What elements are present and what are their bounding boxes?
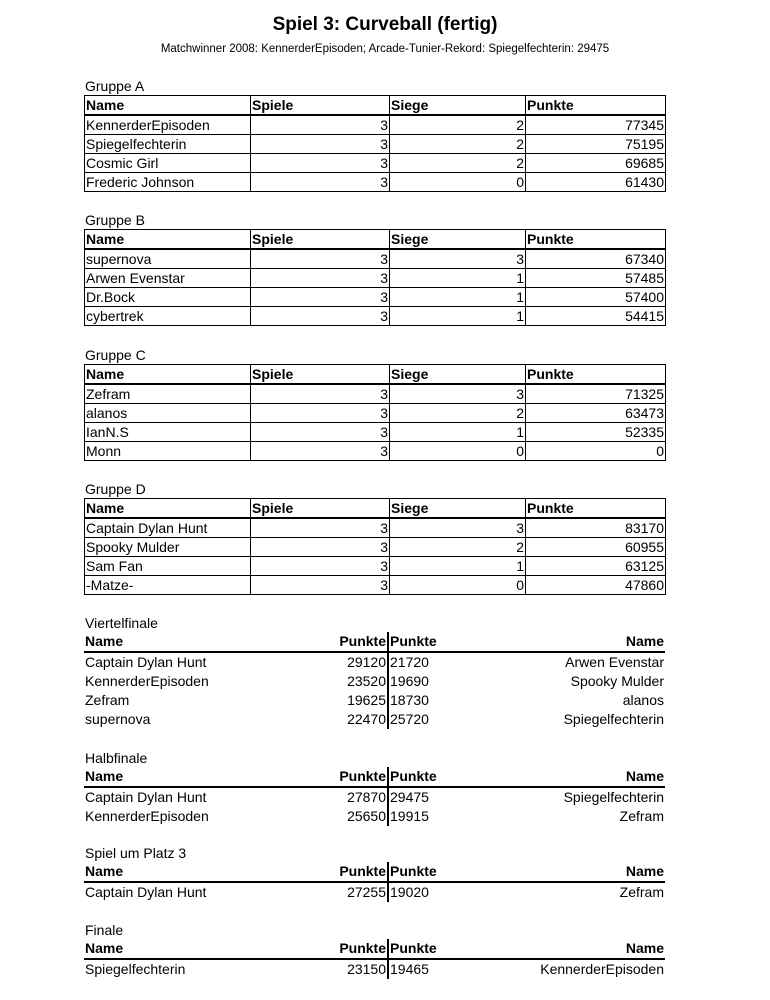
knockout-section xyxy=(84,615,665,729)
table-row xyxy=(85,115,666,135)
player-name: Arwen Evenstar xyxy=(85,269,251,288)
header-name-right: Name xyxy=(518,939,665,959)
points-left: 25650 xyxy=(234,807,388,826)
points: 63473 xyxy=(526,404,666,423)
player-left: Spiegelfechterin xyxy=(85,961,186,977)
points-right: 19020 xyxy=(390,884,429,900)
header-punkte-right: Punkte xyxy=(388,632,518,652)
games-played: 3 xyxy=(251,249,390,269)
points-left: 23520 xyxy=(234,672,388,691)
points-right: 19465 xyxy=(390,961,429,977)
header-punkte: Punkte xyxy=(526,230,666,250)
header-punkte-left: Punkte xyxy=(234,939,388,959)
player-name: Dr.Bock xyxy=(85,288,251,307)
header-spiele: Spiele xyxy=(251,230,390,250)
player-name: -Matze- xyxy=(85,576,251,595)
table-header-row xyxy=(85,499,666,519)
points: 77345 xyxy=(526,115,666,135)
player-name: Cosmic Girl xyxy=(85,154,251,173)
player-name: alanos xyxy=(85,404,251,423)
header-siege: Siege xyxy=(390,365,526,385)
player-right: Zefram xyxy=(619,808,664,824)
player-right: Spiegelfechterin xyxy=(563,789,664,805)
player-right: alanos xyxy=(622,692,664,708)
player-left: KennerderEpisoden xyxy=(85,808,209,824)
group-table xyxy=(84,498,666,595)
games-played: 3 xyxy=(251,154,390,173)
points: 83170 xyxy=(526,518,666,538)
match-row xyxy=(84,807,665,826)
group-label: Gruppe A xyxy=(85,78,145,94)
knockout-section xyxy=(84,922,665,979)
points: 67340 xyxy=(526,249,666,269)
match-row xyxy=(84,787,665,807)
wins: 3 xyxy=(390,249,526,269)
table-row xyxy=(85,307,666,326)
points: 75195 xyxy=(526,135,666,154)
header-name-right: Name xyxy=(518,862,665,882)
header-name-left: Name xyxy=(84,862,234,882)
table-header-row xyxy=(84,767,665,787)
match-row xyxy=(84,691,665,710)
header-spiele: Spiele xyxy=(251,96,390,116)
group-label: Gruppe C xyxy=(85,347,146,363)
wins: 3 xyxy=(390,384,526,404)
page-subtitle: Matchwinner 2008: KennerderEpisoden; Arcade-Tunier-Rekord: Spiegelfechterin: 29475 xyxy=(160,43,610,55)
page-title: Spiel 3: Curveball (fertig) xyxy=(272,14,498,35)
match-row xyxy=(84,672,665,691)
games-played: 3 xyxy=(251,115,390,135)
points-right: 18730 xyxy=(390,692,429,708)
table-row xyxy=(85,288,666,307)
points-right: 19690 xyxy=(390,673,429,689)
wins: 0 xyxy=(390,173,526,192)
player-left: Zefram xyxy=(85,692,130,708)
table-header-row xyxy=(85,96,666,116)
player-name: Captain Dylan Hunt xyxy=(85,518,251,538)
header-punkte: Punkte xyxy=(526,499,666,519)
table-row xyxy=(85,154,666,173)
header-punkte-right: Punkte xyxy=(388,767,518,787)
table-header-row xyxy=(85,230,666,250)
header-name-left: Name xyxy=(84,767,234,787)
knockout-section xyxy=(84,750,665,826)
player-right: Spiegelfechterin xyxy=(563,711,664,727)
group-section xyxy=(84,212,665,326)
table-header-row xyxy=(84,862,665,882)
wins: 1 xyxy=(390,307,526,326)
header-spiele: Spiele xyxy=(251,499,390,519)
table-row xyxy=(85,423,666,442)
header-punkte-right: Punkte xyxy=(388,862,518,882)
header-name: Name xyxy=(85,230,251,250)
player-name: KennerderEpisoden xyxy=(85,115,251,135)
header-name-left: Name xyxy=(84,939,234,959)
header-name-right: Name xyxy=(518,767,665,787)
table-row xyxy=(85,442,666,461)
player-left: Captain Dylan Hunt xyxy=(85,884,207,900)
header-name: Name xyxy=(85,499,251,519)
table-row xyxy=(85,135,666,154)
points: 54415 xyxy=(526,307,666,326)
points: 60955 xyxy=(526,538,666,557)
group-label: Gruppe D xyxy=(85,481,146,497)
games-played: 3 xyxy=(251,576,390,595)
player-name: Spooky Mulder xyxy=(85,538,251,557)
wins: 2 xyxy=(390,135,526,154)
player-left: supernova xyxy=(85,711,151,727)
table-row xyxy=(85,557,666,576)
wins: 2 xyxy=(390,115,526,135)
player-name: cybertrek xyxy=(85,307,251,326)
points: 47860 xyxy=(526,576,666,595)
wins: 3 xyxy=(390,518,526,538)
knockout-table xyxy=(84,632,665,729)
points-left: 29120 xyxy=(234,652,388,672)
player-left: Captain Dylan Hunt xyxy=(85,654,207,670)
games-played: 3 xyxy=(251,288,390,307)
games-played: 3 xyxy=(251,173,390,192)
round-label: Finale xyxy=(85,922,124,938)
table-row xyxy=(85,518,666,538)
games-played: 3 xyxy=(251,442,390,461)
header-spiele: Spiele xyxy=(251,365,390,385)
header-siege: Siege xyxy=(390,96,526,116)
player-name: Frederic Johnson xyxy=(85,173,251,192)
header-siege: Siege xyxy=(390,499,526,519)
knockout-table xyxy=(84,862,665,902)
points: 57400 xyxy=(526,288,666,307)
group-table xyxy=(84,364,666,461)
games-played: 3 xyxy=(251,518,390,538)
points-right: 19915 xyxy=(390,808,429,824)
table-row xyxy=(85,404,666,423)
wins: 1 xyxy=(390,269,526,288)
wins: 0 xyxy=(390,442,526,461)
points: 0 xyxy=(526,442,666,461)
table-row xyxy=(85,538,666,557)
points: 63125 xyxy=(526,557,666,576)
table-header-row xyxy=(84,939,665,959)
header-siege: Siege xyxy=(390,230,526,250)
wins: 0 xyxy=(390,576,526,595)
header-punkte-right: Punkte xyxy=(388,939,518,959)
points-left: 27255 xyxy=(234,882,388,902)
points: 69685 xyxy=(526,154,666,173)
round-label: Viertelfinale xyxy=(85,615,158,631)
games-played: 3 xyxy=(251,135,390,154)
knockout-table xyxy=(84,767,665,826)
points: 57485 xyxy=(526,269,666,288)
match-row xyxy=(84,710,665,729)
table-row xyxy=(85,576,666,595)
group-section xyxy=(84,481,665,595)
header-punkte: Punkte xyxy=(526,96,666,116)
round-label: Spiel um Platz 3 xyxy=(85,845,187,861)
header-punkte-left: Punkte xyxy=(234,632,388,652)
points-left: 22470 xyxy=(234,710,388,729)
player-right: Zefram xyxy=(619,884,664,900)
wins: 1 xyxy=(390,423,526,442)
group-label: Gruppe B xyxy=(85,212,145,228)
wins: 2 xyxy=(390,404,526,423)
match-row xyxy=(84,959,665,979)
knockout-section xyxy=(84,845,665,902)
wins: 1 xyxy=(390,288,526,307)
table-row xyxy=(85,269,666,288)
points-left: 23150 xyxy=(234,959,388,979)
group-section xyxy=(84,78,665,192)
group-table xyxy=(84,229,666,326)
wins: 2 xyxy=(390,154,526,173)
wins: 2 xyxy=(390,538,526,557)
match-row xyxy=(84,652,665,672)
player-left: Captain Dylan Hunt xyxy=(85,789,207,805)
games-played: 3 xyxy=(251,557,390,576)
player-right: Spooky Mulder xyxy=(570,673,664,689)
player-name: Spiegelfechterin xyxy=(85,135,251,154)
games-played: 3 xyxy=(251,423,390,442)
round-label: Halbfinale xyxy=(85,750,148,766)
player-right: Arwen Evenstar xyxy=(565,654,664,670)
games-played: 3 xyxy=(251,384,390,404)
points-left: 27870 xyxy=(234,787,388,807)
player-right: KennerderEpisoden xyxy=(540,961,664,977)
player-name: Zefram xyxy=(85,384,251,404)
header-punkte: Punkte xyxy=(526,365,666,385)
points-right: 21720 xyxy=(390,654,429,670)
table-header-row xyxy=(84,632,665,652)
points-right: 25720 xyxy=(390,711,429,727)
games-played: 3 xyxy=(251,269,390,288)
header-name: Name xyxy=(85,96,251,116)
games-played: 3 xyxy=(251,538,390,557)
wins: 1 xyxy=(390,557,526,576)
group-table xyxy=(84,95,666,192)
table-header-row xyxy=(85,365,666,385)
points-left: 19625 xyxy=(234,691,388,710)
group-section xyxy=(84,347,665,461)
header-name-right: Name xyxy=(518,632,665,652)
knockout-table xyxy=(84,939,665,979)
points: 52335 xyxy=(526,423,666,442)
points-right: 29475 xyxy=(390,789,429,805)
header-punkte-left: Punkte xyxy=(234,862,388,882)
table-row xyxy=(85,173,666,192)
points: 61430 xyxy=(526,173,666,192)
table-row xyxy=(85,384,666,404)
match-row xyxy=(84,882,665,902)
header-punkte-left: Punkte xyxy=(234,767,388,787)
player-name: Monn xyxy=(85,442,251,461)
player-name: IanN.S xyxy=(85,423,251,442)
games-played: 3 xyxy=(251,307,390,326)
table-row xyxy=(85,249,666,269)
player-name: supernova xyxy=(85,249,251,269)
player-left: KennerderEpisoden xyxy=(85,673,209,689)
player-name: Sam Fan xyxy=(85,557,251,576)
header-name-left: Name xyxy=(84,632,234,652)
header-name: Name xyxy=(85,365,251,385)
games-played: 3 xyxy=(251,404,390,423)
points: 71325 xyxy=(526,384,666,404)
